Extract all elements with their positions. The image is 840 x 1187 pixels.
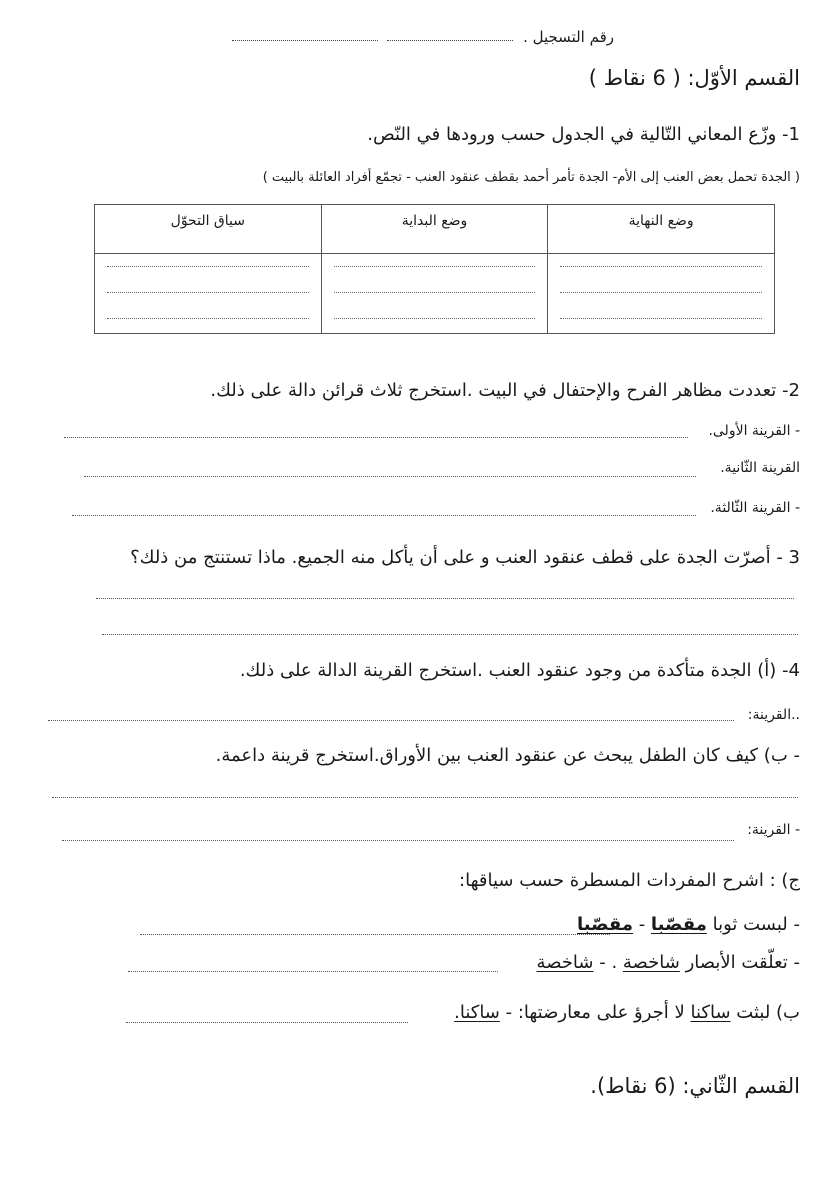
- section2-title: القسم الثّاني: (6 نقاط).: [590, 1074, 800, 1098]
- q2-clue3-label: - القرينة الثّالثة.: [710, 500, 800, 516]
- vocab3-answer: ساكنا.: [454, 1002, 500, 1023]
- registration-field[interactable]: [387, 40, 513, 41]
- vocab1-field[interactable]: [140, 934, 610, 935]
- vocab3-word: ساكنا: [690, 1002, 731, 1023]
- q2-clue2-field[interactable]: [84, 476, 696, 477]
- vocab2-answer: شاخصة: [536, 952, 594, 973]
- vocab-item-2: - تعلّقت الأبصار شاخصة . - شاخصة: [536, 952, 800, 973]
- q2-clue3-field[interactable]: [72, 515, 696, 516]
- q4a-text: 4- (أ) الجدة متأكدة من وجود عنقود العنب .استخرج القرينة الدالة على ذلك.: [239, 660, 800, 681]
- vocab2-field[interactable]: [128, 971, 498, 972]
- q4c-text: ج) : اشرح المفردات المسطرة حسب سياقها:: [459, 870, 800, 891]
- q2-clue2-label: القرينة الثّانية.: [720, 460, 800, 476]
- vocab3-field[interactable]: [126, 1022, 408, 1023]
- vocab1-answer: مقصّبا: [577, 914, 633, 935]
- table-cell-start[interactable]: [321, 254, 548, 334]
- table-header-transition: سياق التحوّل: [95, 205, 322, 254]
- vocab-item-3: ب) لبثت ساكنا لا أجرؤ على معارضتها: - ساكنا.: [454, 1002, 800, 1023]
- vocab-item-1: - لبست ثوبا مقصّبا - مقصّبا: [577, 914, 800, 935]
- q1-text: 1- وزّع المعاني التّالية في الجدول حسب ورودها في النّص.: [367, 124, 800, 145]
- q4a-clue-label: ..القرينة:: [747, 707, 800, 723]
- table-header-start: وضع البداية: [321, 205, 548, 254]
- q4b-clue-label: - القرينة:: [747, 822, 800, 838]
- registration-field-2[interactable]: [232, 40, 378, 41]
- table-cell-end[interactable]: [548, 254, 775, 334]
- q4b-clue-field[interactable]: [62, 840, 734, 841]
- q4b-text: - ب) كيف كان الطفل يبحث عن عنقود العنب بين الأوراق.استخرج قرينة داعمة.: [215, 745, 800, 766]
- q2-clue1-label: - القرينة الأولى.: [708, 423, 800, 439]
- vocab2-word: شاخصة: [622, 952, 680, 973]
- table-header-end: وضع النهاية: [548, 205, 775, 254]
- q3-answer-line1[interactable]: [96, 598, 794, 599]
- table-cell-transition[interactable]: [95, 254, 322, 334]
- section1-title: القسم الأوّل: ( 6 نقاط ): [588, 66, 800, 90]
- q1-options: ( الجدة تحمل بعض العنب إلى الأم- الجدة تأمر أحمد بقطف عنقود العنب - تجمّع أفراد العائلة بالبيت ): [262, 170, 800, 185]
- q1-table: [94, 204, 775, 334]
- q4b-answer-line[interactable]: [52, 797, 798, 798]
- q4a-clue-field[interactable]: [48, 720, 734, 721]
- vocab1-word: مقصّبا: [650, 914, 707, 935]
- q2-text: 2- تعددت مظاهر الفرح والإحتفال في البيت .استخرج ثلاث قرائن دالة على ذلك.: [210, 380, 800, 401]
- registration-label: رقم التسجيل .: [523, 28, 614, 46]
- q3-answer-line2[interactable]: [102, 634, 798, 635]
- q3-text: 3 - أصرّت الجدة على قطف عنقود العنب و على أن يأكل منه الجميع. ماذا تستنتج من ذلك؟: [130, 547, 800, 568]
- q2-clue1-field[interactable]: [64, 437, 688, 438]
